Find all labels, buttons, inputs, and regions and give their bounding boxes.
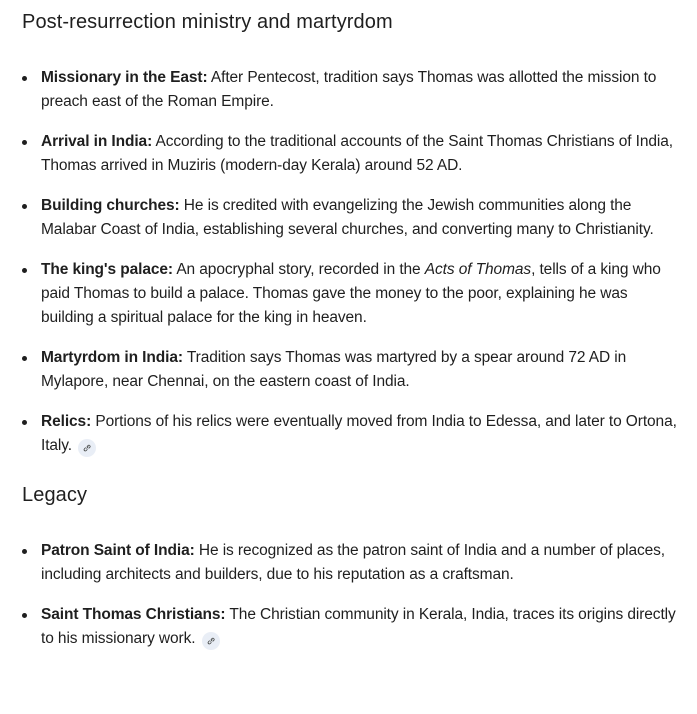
list-item: [22, 258, 681, 330]
source-link-button[interactable]: [78, 439, 96, 457]
item-text: Portions of his relics were eventually moved from India to Edessa, and later to Ortona, Italy.: [41, 413, 677, 454]
item-text: According to the traditional accounts of the Saint Thomas Christians of India, Thomas arrived in Muziris (modern-day Kerala) around 52 AD.: [41, 133, 673, 174]
bullet-icon: [22, 140, 27, 145]
item-text: Tradition says Thomas was martyred by a spear around 72 AD in Mylapore, near Chennai, on the eastern coast of India.: [41, 349, 627, 390]
list-item: [22, 539, 681, 587]
item-text: After Pentecost, tradition says Thomas was allotted the mission to preach east of the Roman Empire.: [41, 69, 657, 110]
item-text: He is recognized as the patron saint of India and a number of places, including architects and builders, due to his reputation as a craftsman.: [41, 542, 666, 583]
item-label: Building churches:: [41, 197, 180, 214]
item-label: Saint Thomas Christians:: [41, 606, 226, 623]
item-text: An apocryphal story, recorded in the: [172, 261, 425, 278]
list-item: [22, 603, 681, 651]
item-label: Missionary in the East:: [41, 69, 208, 86]
item-text: He is credited with evangelizing the Jewish communities along the Malabar Coast of India, establishing several churches, and converting many to Christianity.: [41, 197, 654, 238]
list-item: [22, 194, 681, 242]
bullet-icon: [22, 420, 27, 425]
bullet-icon: [22, 268, 27, 273]
legacy-list: [22, 539, 681, 651]
list-item: [22, 130, 681, 178]
bullet-icon: [22, 204, 27, 209]
bullet-icon: [22, 76, 27, 81]
ministry-list: [22, 66, 681, 458]
item-label: Patron Saint of India:: [41, 542, 195, 559]
item-text: The Christian community in Kerala, India, traces its origins directly to his missionary work.: [41, 606, 676, 647]
bullet-icon: [22, 613, 27, 618]
item-label: Relics:: [41, 413, 92, 430]
list-item: [22, 410, 681, 458]
source-link-button[interactable]: [202, 632, 220, 650]
bullet-icon: [22, 356, 27, 361]
list-item: [22, 346, 681, 394]
book-title: Acts of Thomas: [424, 261, 532, 278]
section-heading-ministry: Post-resurrection ministry and martyrdom: [22, 11, 393, 33]
list-item: [22, 66, 681, 114]
item-label: Martyrdom in India:: [41, 349, 183, 366]
section-heading-legacy: Legacy: [22, 484, 88, 506]
bullet-icon: [22, 549, 27, 554]
item-text: , tells of a king who paid Thomas to build a palace. Thomas gave the money to the poor, explaining he was building a spiritual palace for the king in heaven.: [41, 261, 661, 326]
item-label: Arrival in India:: [41, 133, 153, 150]
item-label: The king's palace:: [41, 261, 173, 278]
link-icon: [206, 636, 216, 646]
link-icon: [82, 443, 92, 453]
